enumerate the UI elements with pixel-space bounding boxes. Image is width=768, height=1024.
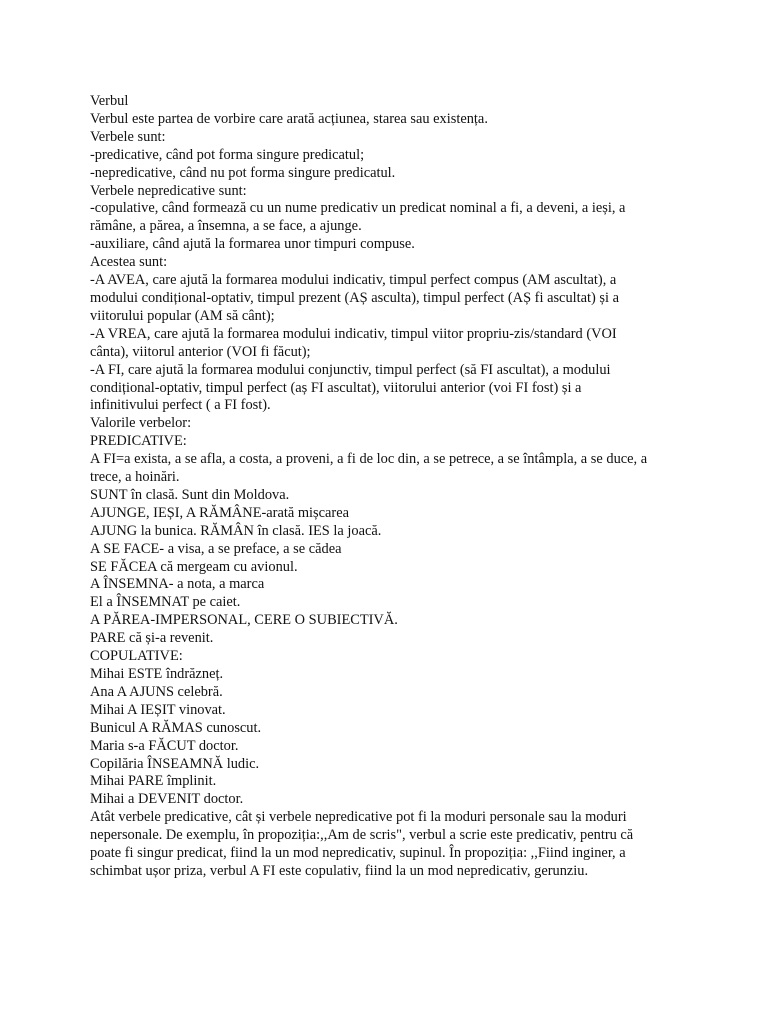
text-line: trece, a hoinări. xyxy=(90,469,180,486)
text-line: infinitivului perfect ( a FI fost). xyxy=(90,397,271,414)
text-line: SUNT în clasă. Sunt din Moldova. xyxy=(90,486,290,503)
text-line: condițional-optativ, timpul perfect (aș FI ascultat), viitorului anterior (voi FI fost) și a xyxy=(90,379,582,396)
text-line: Maria s-a FĂCUT doctor. xyxy=(90,737,239,754)
text-line: COPULATIVE: xyxy=(90,648,183,665)
text-line: A FI=a exista, a se afla, a costa, a proveni, a fi de loc din, a se petrece, a se întâmpla, a se duce, a xyxy=(90,451,648,468)
text-line: SE FĂCEA că mergeam cu avionul. xyxy=(90,558,298,575)
text-line: Acestea sunt: xyxy=(90,254,168,271)
text-line: Verbul este partea de vorbire care arată acțiunea, starea sau existența. xyxy=(90,110,488,127)
text-line: rămâne, a părea, a însemna, a se face, a ajunge. xyxy=(90,218,362,235)
text-line: nepersonale. De exemplu, în propoziția:,,Am de scris", verbul a scrie este predicativ, pentru că xyxy=(90,827,634,844)
text-line: Mihai A IEȘIT vinovat. xyxy=(90,701,226,718)
text-line: -nepredicative, când nu pot forma singure predicatul. xyxy=(90,164,396,181)
text-line: Bunicul A RĂMAS cunoscut. xyxy=(90,719,262,736)
document-title: Verbul xyxy=(90,93,129,109)
document-page xyxy=(90,93,690,881)
text-line: PARE că și-a revenit. xyxy=(90,630,214,647)
text-line: cânta), viitorul anterior (VOI fi făcut); xyxy=(90,343,311,360)
text-line: Ana A AJUNS celebră. xyxy=(90,683,223,700)
text-line: -predicative, când pot forma singure predicatul; xyxy=(90,146,365,163)
text-line: schimbat ușor priza, verbul A FI este copulativ, fiind la un mod nepredicativ, gerunziu. xyxy=(90,862,589,879)
text-line: viitorului popular (AM să cânt); xyxy=(90,307,275,324)
text-line: -A FI, care ajută la formarea modului conjunctiv, timpul perfect (să FI ascultat), a modului xyxy=(90,361,611,378)
text-line: PREDICATIVE: xyxy=(90,433,187,450)
text-line: -A VREA, care ajută la formarea modului indicativ, timpul viitor propriu-zis/standard (VOI xyxy=(90,325,617,342)
text-line: Verbele sunt: xyxy=(90,128,166,145)
text-line: -A AVEA, care ajută la formarea modului indicativ, timpul perfect compus (AM ascultat), a xyxy=(90,272,617,289)
text-line: modului condițional-optativ, timpul prezent (AȘ asculta), timpul perfect (AȘ fi ascultat) și a xyxy=(90,289,619,306)
text-line: Copilăria ÎNSEAMNĂ ludic. xyxy=(90,755,260,772)
text-line: -copulative, când formează cu un nume predicativ un predicat nominal a fi, a deveni, a ieși, a xyxy=(90,200,626,217)
text-line: Mihai a DEVENIT doctor. xyxy=(90,791,244,808)
text-line: AJUNGE, IEȘI, A RĂMÂNE-arată mișcarea xyxy=(90,504,349,521)
text-line: Valorile verbelor: xyxy=(90,415,192,432)
text-line: -auxiliare, când ajută la formarea unor timpuri compuse. xyxy=(90,236,415,253)
text-line: A ÎNSEMNA- a nota, a marca xyxy=(90,576,265,593)
text-line: Atât verbele predicative, cât și verbele nepredicative pot fi la moduri personale sau la moduri xyxy=(90,809,627,826)
text-line: poate fi singur predicat, fiind la un mod nepredicativ, supinul. În propoziția: ,,Fiind inginer, a xyxy=(90,845,626,862)
text-line: Mihai PARE împlinit. xyxy=(90,773,217,790)
text-line: AJUNG la bunica. RĂMÂN în clasă. IES la joacă. xyxy=(90,522,382,539)
text-line: El a ÎNSEMNAT pe caiet. xyxy=(90,594,241,611)
text-line: A PĂREA-IMPERSONAL, CERE O SUBIECTIVĂ. xyxy=(90,612,398,629)
text-line: Mihai ESTE îndrăzneț. xyxy=(90,666,224,682)
text-line: Verbele nepredicative sunt: xyxy=(90,182,247,199)
text-line: A SE FACE- a visa, a se preface, a se cădea xyxy=(90,540,342,557)
